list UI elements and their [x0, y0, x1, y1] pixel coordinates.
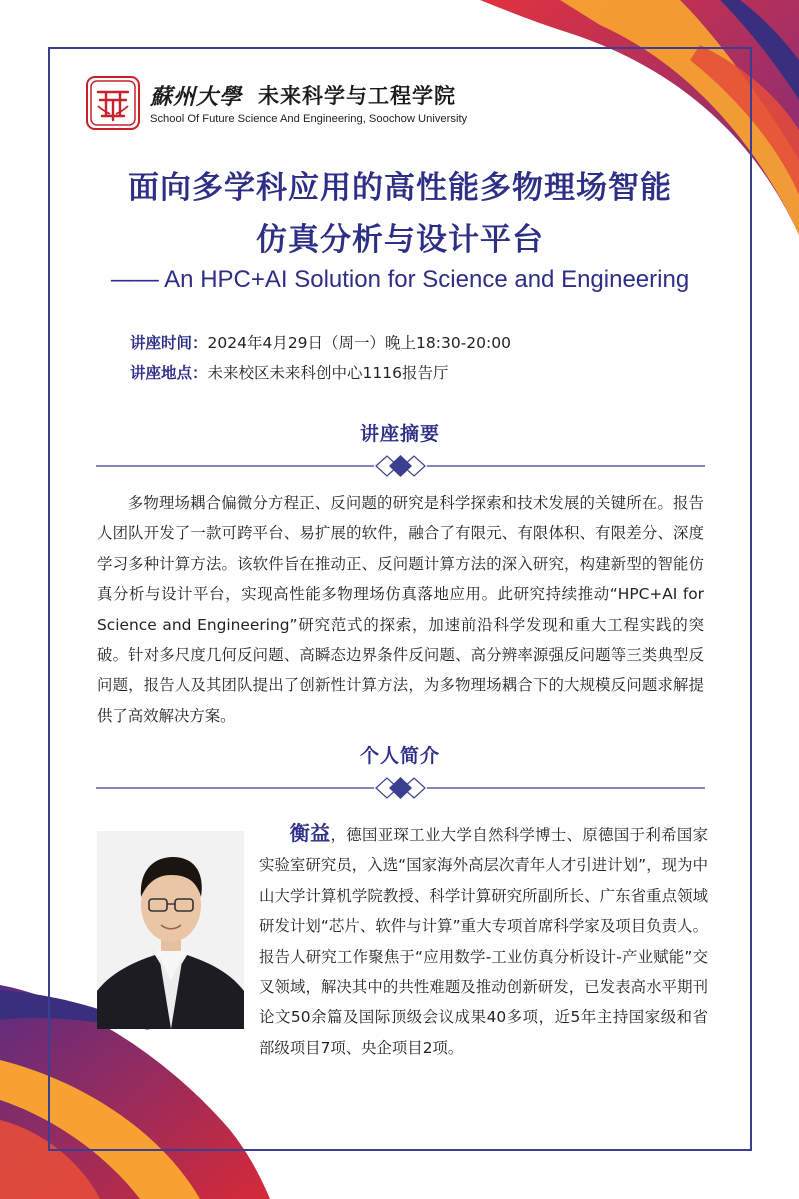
college-name-english: School Of Future Science And Engineering, Soochow University — [150, 113, 468, 125]
lecture-time-value: 2024年4月29日（周一）晚上18:30-20:00 — [207, 334, 511, 352]
lecture-time — [130, 331, 511, 353]
lecture-subtitle: —— An HPC+AI Solution for Science and Engineering — [110, 266, 690, 293]
speaker-bio-text: ，德国亚琛工业大学自然科学博士、原德国于利希国家实验室研究员，入选“国家海外高层次青年人才引进计划”，现为中山大学计算机学院教授、科学计算研究所副所长、广东省重点领域研发计划“芯片、软件与计算”重大专项首席科学家及项目负责人。报告人研究工作聚焦于“应用数学-工业仿真分析设计-产业赋能”交叉领域，解决其中的共性难题及推动创新研发，已发表高水平期刊论文50余篇及国际顶级会议成果40多项，近5年主持国家级和省部级项目7项、央企项目2项。 — [259, 826, 708, 1057]
lecture-title-line-2: 仿真分析与设计平台 — [256, 222, 544, 258]
section-divider-diamond — [96, 775, 705, 801]
university-name: 蘇州大學 — [150, 84, 243, 110]
college-name: 未来科学与工程学院 — [258, 84, 456, 108]
section-divider-diamond — [96, 453, 705, 479]
lecture-location — [130, 361, 448, 383]
lecture-title-line-1: 面向多学科应用的高性能多物理场智能 — [128, 170, 672, 206]
abstract-heading: 讲座摘要 — [359, 423, 440, 445]
speaker-bio — [259, 818, 708, 1063]
university-seal-logo — [86, 76, 140, 130]
speaker-photo — [97, 831, 244, 1029]
lecture-location-label: 讲座地点： — [130, 364, 208, 382]
lecture-time-label: 讲座时间： — [130, 334, 208, 352]
bio-heading: 个人简介 — [359, 745, 440, 767]
lecture-location-value: 未来校区未来科创中心1116报告厅 — [207, 364, 449, 382]
abstract-text: 多物理场耦合偏微分方程正、反问题的研究是科学探索和技术发展的关键所在。报告人团队开发了一款可跨平台、易扩展的软件，融合了有限元、有限体积、有限差分、深度学习多种计算方法。该软件旨在推动正、反问题计算方法的深入研究，构建新型的智能仿真分析与设计平台，实现高性能多物理场仿真落地应用。此研究持续推动“HPC+AI for Science and Engineering”研究范式的探索，加速前沿科学发现和重大工程实践的突破。针对多尺度几何反问题、高瞬态边界条件反问题、高分辨率源强反问题等三类典型反问题，报告人及其团队提出了创新性计算方法，为多物理场耦合下的大规模反问题求解提供了高效解决方案。 — [97, 494, 704, 725]
speaker-name: 衡益 — [289, 821, 331, 845]
